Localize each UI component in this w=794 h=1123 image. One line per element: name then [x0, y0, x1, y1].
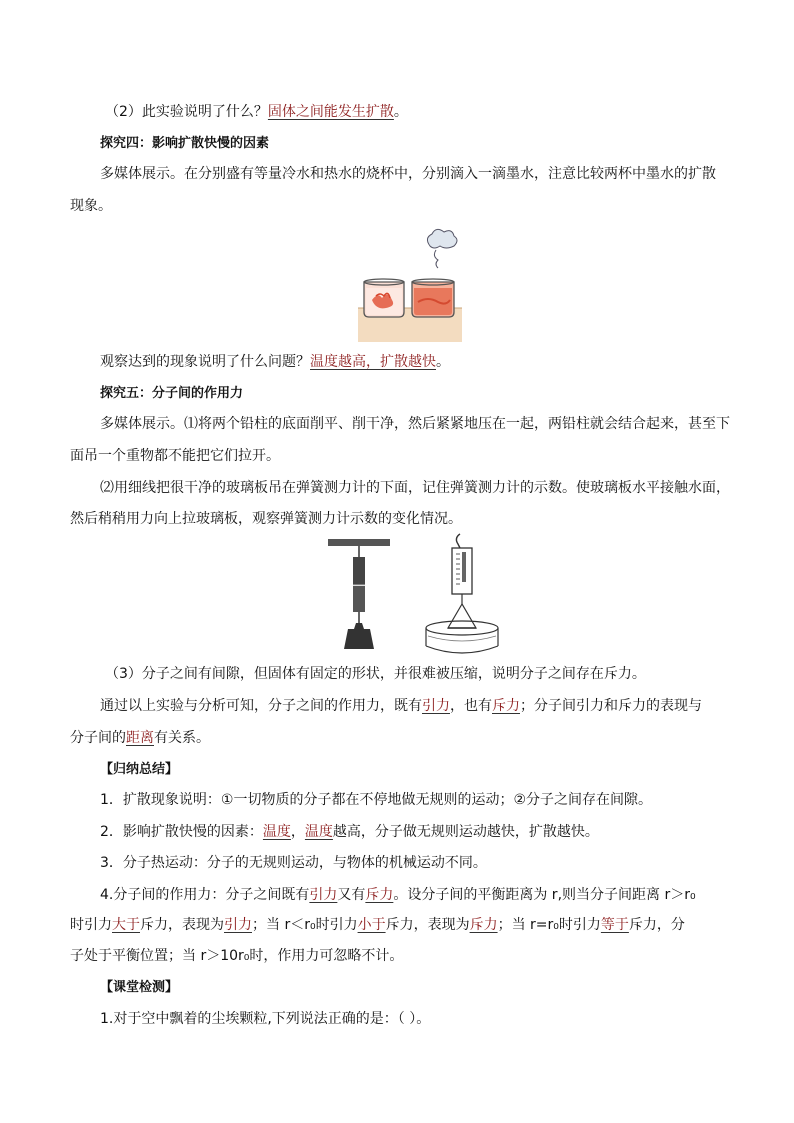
answer-text: 距离 [126, 730, 154, 746]
paragraph-4a: 多媒体展示。在分别盛有等量冷水和热水的烧杯中，分别滴入一滴墨水，注意比较两杯中墨水的扩散 [100, 166, 716, 182]
paragraph-5c: ⑵用细线把很干净的玻璃板吊在弹簧测力计的下面，记住弹簧测力计的示数。使玻璃板水平接触水面， [100, 480, 730, 496]
text: 2．影响扩散快慢的因素： [100, 824, 263, 840]
section-heading-5: 探究五：分子间的作用力 [100, 386, 244, 401]
punct: 。 [436, 354, 450, 370]
weight-icon [344, 623, 374, 649]
answer-text: 等于 [600, 917, 629, 933]
summary-item-4c: 子处于平衡位置；当 r＞10r₀时，作用力可忽略不计。 [70, 948, 404, 964]
text: 斥力，分 [628, 917, 685, 933]
text: 又有 [337, 887, 366, 903]
answer-text: 小于 [357, 917, 386, 933]
summary-item-1: 1．扩散现象说明：①一切物质的分子都在不停地做无规则的运动；②分子之间存在间隙。 [100, 792, 653, 808]
text: ，也有 [450, 698, 492, 714]
text: 斥力，表现为 [385, 917, 470, 933]
spring-scale-figure [418, 532, 506, 656]
lead-cylinder-figure [326, 537, 392, 653]
support-bar [328, 539, 390, 546]
answer-text: 斥力 [492, 698, 520, 714]
question-text: 观察达到的现象说明了什么问题？ [100, 354, 310, 370]
summary-item-4a [100, 885, 696, 905]
answer-text: 引力 [224, 917, 252, 933]
test-question-1: 1.对于空中飘着的尘埃颗粒,下列说法正确的是：（ ）。 [100, 1011, 431, 1027]
punct: 。 [393, 104, 408, 120]
text: ；分子间引力和斥力的表现与 [520, 698, 702, 714]
paragraph-5b: 面吊一个重物都不能把它们拉开。 [70, 448, 280, 464]
answer-text: 大于 [112, 917, 140, 933]
text: 4.分子间的作用力：分子之间既有 [100, 887, 310, 903]
answer-text: 斥力 [365, 887, 394, 903]
text: ；当 r＜r₀时引力 [252, 917, 358, 933]
section-heading-4: 探究四：影响扩散快慢的因素 [100, 136, 270, 151]
answer-text: 固体之间能发生扩散 [267, 104, 394, 120]
text: 分子间的 [70, 730, 126, 746]
text: 越高，分子做无规则运动越快，扩散越快。 [332, 824, 599, 840]
paragraph-5e: （3）分子之间有间隙，但固体有固定的形状，并很难被压缩，说明分子之间存在斥力。 [105, 666, 646, 682]
answer-text: 引力 [309, 887, 338, 903]
beaker-figure [358, 226, 462, 342]
summary-heading: 【归纳总结】 [100, 762, 179, 777]
paragraph-5d: 然后稍稍用力向上拉玻璃板，观察弹簧测力计示数的变化情况。 [70, 511, 462, 527]
text: 通过以上实验与分析可知，分子之间的作用力，既有 [100, 698, 422, 714]
summary-item-4b [70, 915, 685, 935]
answer-text: 引力 [422, 698, 450, 714]
text: 斥力，表现为 [140, 917, 224, 933]
question-text: （2）此实验说明了什么？ [105, 104, 268, 120]
summary-item-3: 3．分子热运动：分子的无规则运动，与物体的机械运动不同。 [100, 855, 487, 871]
class-test-heading: 【课堂检测】 [100, 980, 179, 995]
text: 时引力 [70, 917, 112, 933]
paragraph-5a: 多媒体展示。⑴将两个铅柱的底面削平、削干净，然后紧紧地压在一起，两铅柱就会结合起来，甚至下 [100, 416, 730, 432]
paragraph-4b: 现象。 [70, 198, 112, 214]
text: 。设分子间的平衡距离为 r,则当分子间距离 r＞r₀ [393, 887, 696, 903]
text: ；当 r=r₀时引力 [497, 917, 601, 933]
answer-text: 温度 [262, 824, 291, 840]
answer-line-experiment [105, 102, 408, 122]
glass-plate-strings [448, 604, 476, 628]
answer-text: 温度 [304, 824, 333, 840]
summary-item-2 [100, 822, 599, 842]
conclusion-line-2 [70, 728, 210, 748]
lead-cylinder-top [353, 557, 365, 585]
cold-beaker [364, 279, 404, 317]
text: 有关系。 [154, 730, 210, 746]
question-4 [100, 352, 450, 372]
answer-text: 温度越高，扩散越快 [310, 354, 436, 370]
conclusion-line-1 [100, 696, 702, 716]
answer-text: 斥力 [469, 917, 498, 933]
hot-beaker [412, 279, 454, 317]
lead-cylinder-bottom [353, 586, 365, 612]
text: ， [290, 824, 305, 840]
